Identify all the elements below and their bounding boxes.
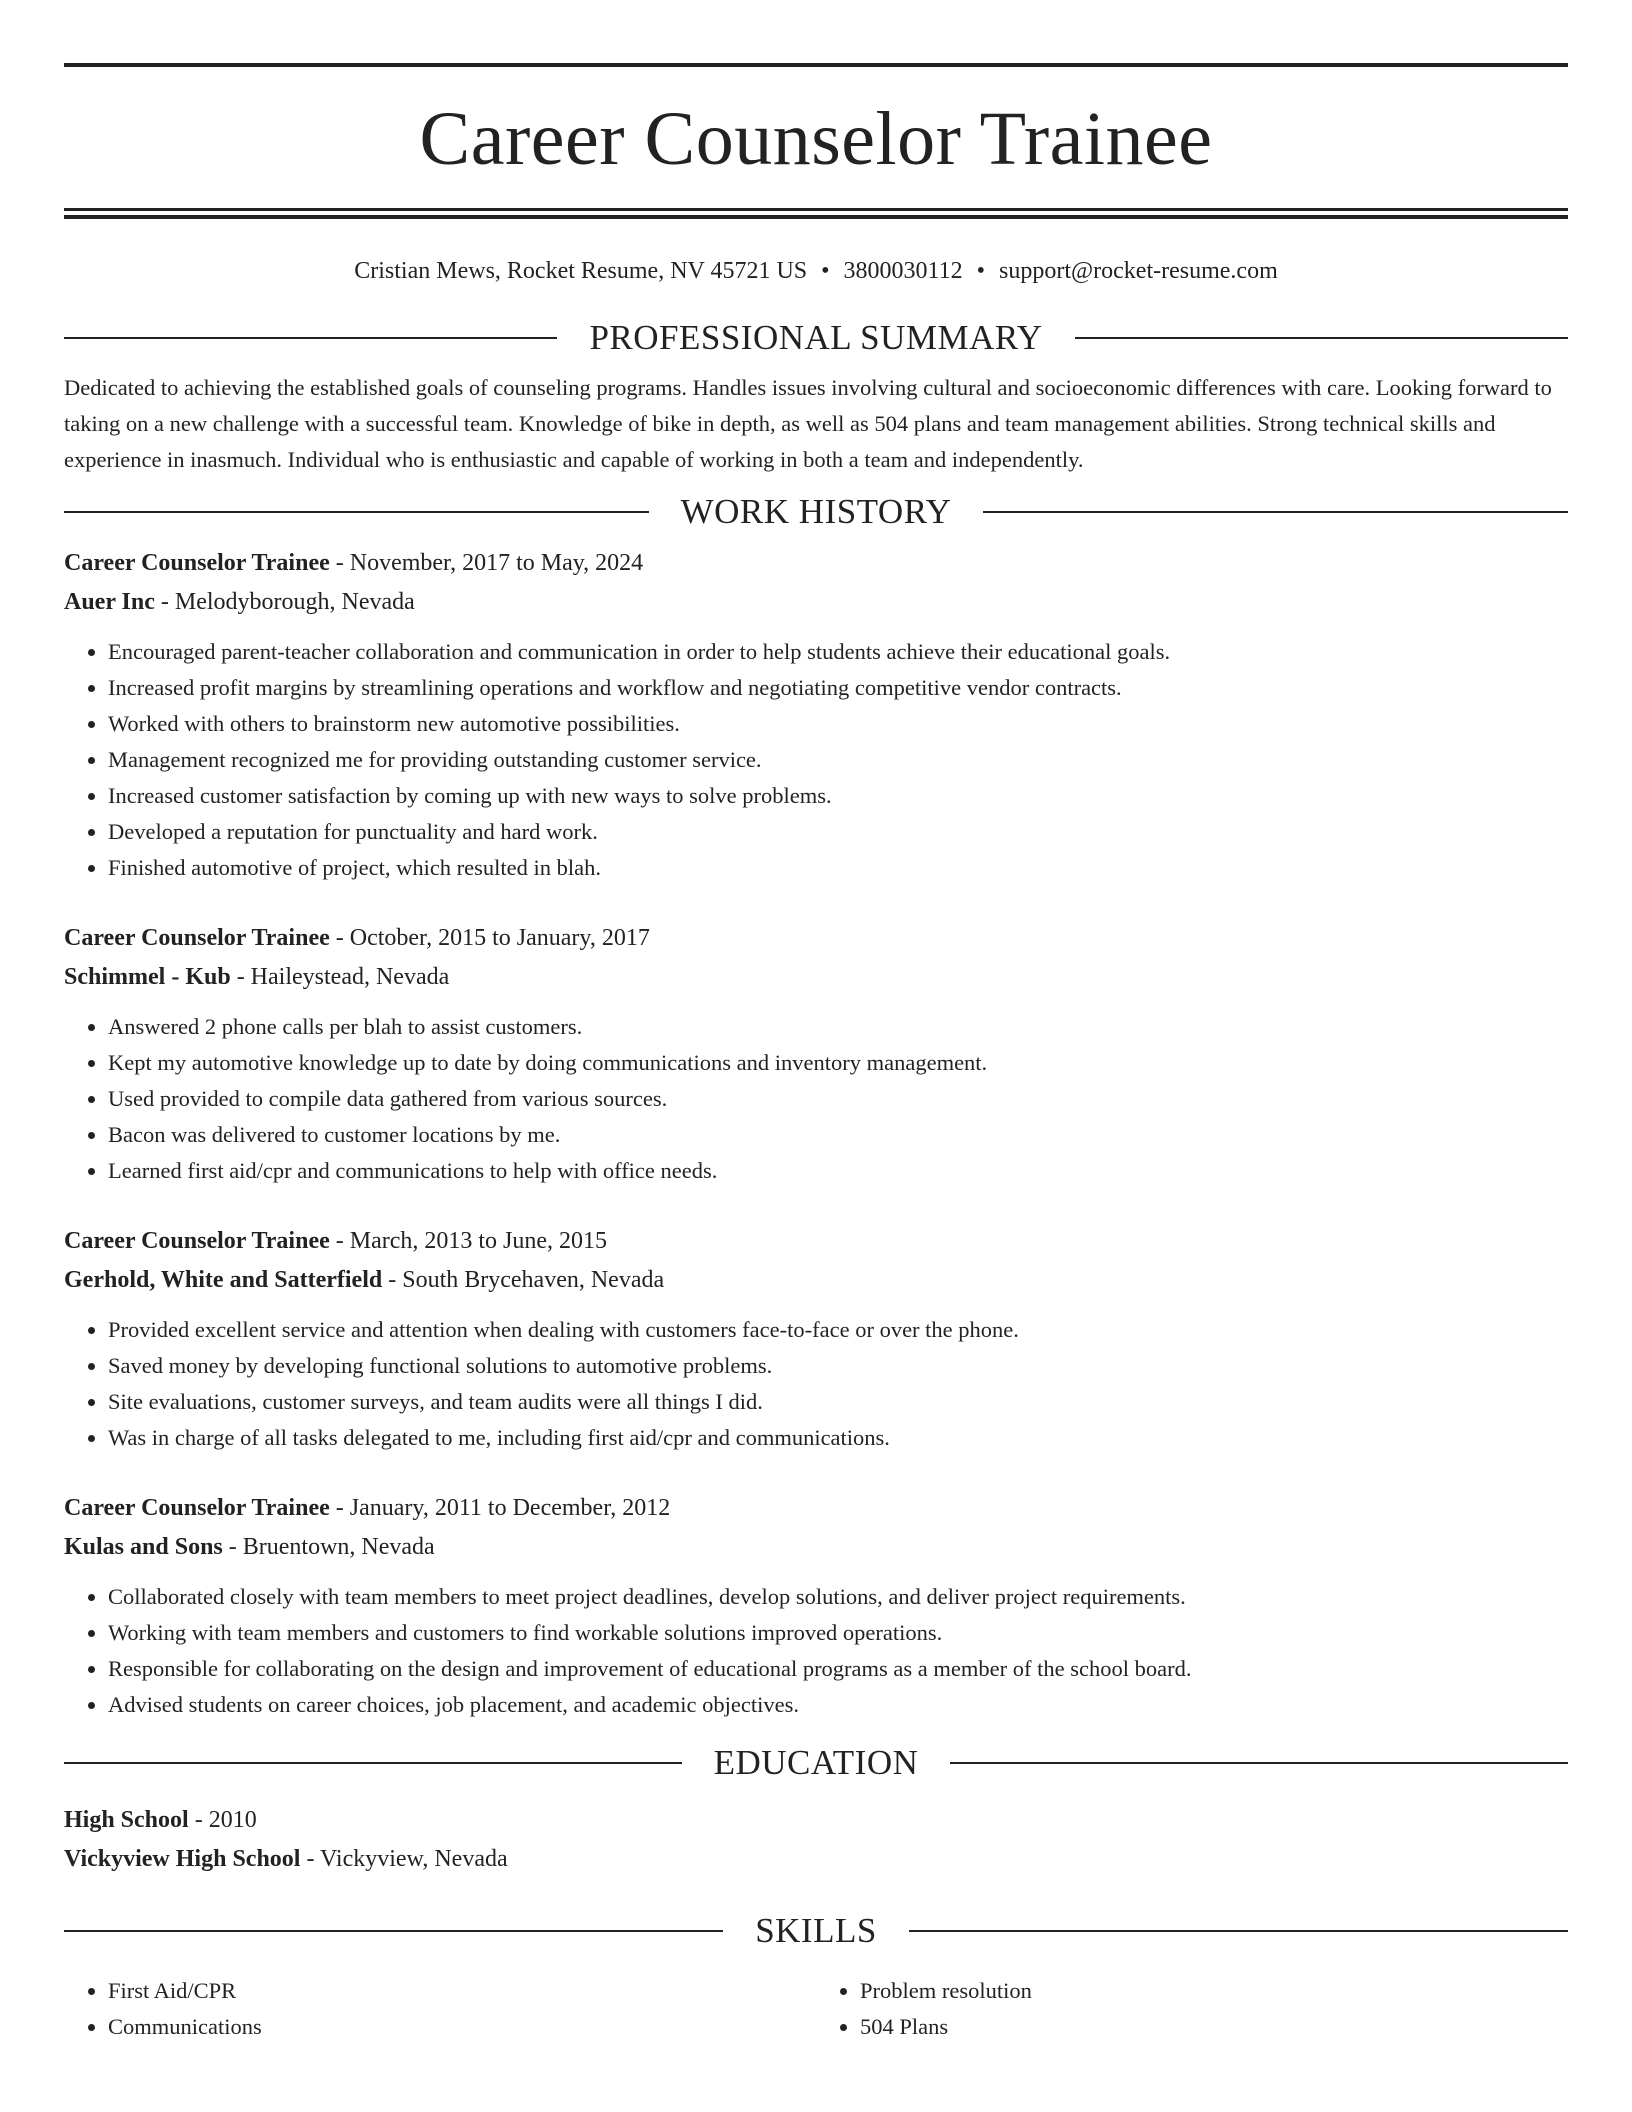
job-bullets xyxy=(64,1009,1568,1189)
job-title: Career Counselor Trainee xyxy=(64,1495,330,1521)
job-bullet: • Was in charge of all tasks delegated to me, including first aid/cpr and communications. xyxy=(108,1420,1568,1456)
job-company: Schimmel - Kub xyxy=(64,964,231,990)
job-bullets xyxy=(64,1579,1568,1723)
job-bullet: • Worked with others to brainstorm new automotive possibilities. xyxy=(108,706,1568,742)
job-title-line xyxy=(64,919,1568,958)
title-double-rule xyxy=(64,208,1568,219)
job-dates: - October, 2015 to January, 2017 xyxy=(329,925,650,951)
education-degree-line xyxy=(64,1801,1568,1840)
job-entry xyxy=(64,1489,1568,1723)
job-dates: - January, 2011 to December, 2012 xyxy=(329,1495,671,1521)
job-bullet: • Used provided to compile data gathered from various sources. xyxy=(108,1081,1568,1117)
job-bullet: • Encouraged parent-teacher collaboration and communication in order to help students achieve their educational goals. xyxy=(108,634,1568,670)
job-dates: - March, 2013 to June, 2015 xyxy=(329,1228,608,1254)
summary-text: Dedicated to achieving the established goals of counseling programs. Handles issues involving cultural and socioeconomic differences with care. Looking forward to taking on a new challenge with a successful team. Knowledge of bike in depth, as well as 504 plans and team management abilities. Strong technical skills and experience in inasmuch. Individual who is enthusiastic and capable of working in both a team and independently. xyxy=(64,375,1552,472)
work-section-heading xyxy=(64,490,1568,534)
job-company: Auer Inc xyxy=(64,589,155,615)
job-location: - South Brycehaven, Nevada xyxy=(382,1267,665,1293)
contact-separator: • xyxy=(976,258,986,284)
summary-section-heading xyxy=(64,316,1568,360)
job-company: Gerhold, White and Satterfield xyxy=(64,1267,383,1293)
section-title: EDUCATION xyxy=(713,1743,919,1782)
resume-content xyxy=(64,63,1568,2045)
job-bullet: • Increased customer satisfaction by coming up with new ways to solve problems. xyxy=(108,778,1568,814)
heading-rule xyxy=(909,1930,1568,1932)
job-location: - Bruentown, Nevada xyxy=(222,1534,435,1560)
job-bullet: • Answered 2 phone calls per blah to assist customers. xyxy=(108,1009,1568,1045)
job-company-line xyxy=(64,1261,1568,1300)
job-bullet: • Working with team members and customers to find workable solutions improved operations. xyxy=(108,1615,1568,1651)
heading-rule xyxy=(950,1762,1568,1764)
skill-item: • First Aid/CPR xyxy=(108,1973,816,2009)
job-bullets xyxy=(64,634,1568,886)
job-location: - Melodyborough, Nevada xyxy=(154,589,415,615)
job-dates: - November, 2017 to May, 2024 xyxy=(329,550,644,576)
job-bullet: • Developed a reputation for punctuality and hard work. xyxy=(108,814,1568,850)
job-bullet: • Saved money by developing functional solutions to automotive problems. xyxy=(108,1348,1568,1384)
job-title-line xyxy=(64,1222,1568,1261)
education-section-heading xyxy=(64,1741,1568,1785)
education-entry xyxy=(64,1801,1568,1879)
job-title: Career Counselor Trainee xyxy=(64,925,330,951)
job-bullet: • Provided excellent service and attention when dealing with customers face-to-face or over the phone. xyxy=(108,1312,1568,1348)
job-company-line xyxy=(64,958,1568,997)
contact-line xyxy=(64,256,1568,286)
heading-rule xyxy=(64,1762,682,1764)
job-title-line xyxy=(64,544,1568,583)
contact-address: Cristian Mews, Rocket Resume, NV 45721 US xyxy=(354,258,808,284)
job-company-line xyxy=(64,1528,1568,1567)
job-bullet: • Management recognized me for providing outstanding customer service. xyxy=(108,742,1568,778)
contact-phone: 3800030112 xyxy=(843,258,963,284)
work-history-list xyxy=(64,544,1568,1723)
job-location: - Haileystead, Nevada xyxy=(230,964,450,990)
top-rule xyxy=(64,63,1568,67)
contact-separator: • xyxy=(821,258,830,284)
heading-rule xyxy=(1075,337,1568,339)
education-school: Vickyview High School xyxy=(64,1846,301,1872)
heading-rule xyxy=(983,511,1568,513)
job-title: Career Counselor Trainee xyxy=(64,1228,330,1254)
job-company: Kulas and Sons xyxy=(64,1534,223,1560)
job-bullet: • Advised students on career choices, job placement, and academic objectives. xyxy=(108,1687,1568,1723)
job-entry xyxy=(64,919,1568,1189)
job-company-line xyxy=(64,583,1568,622)
education-year: - 2010 xyxy=(188,1807,257,1833)
skills-section-heading xyxy=(64,1909,1568,1953)
job-entry xyxy=(64,1222,1568,1456)
job-entry xyxy=(64,544,1568,886)
section-title: WORK HISTORY xyxy=(680,492,952,531)
job-bullet: • Site evaluations, customer surveys, and team audits were all things I did. xyxy=(108,1384,1568,1420)
job-bullet: • Kept my automotive knowledge up to date by doing communications and inventory management. xyxy=(108,1045,1568,1081)
education-location: - Vickyview, Nevada xyxy=(300,1846,508,1872)
job-bullet: • Collaborated closely with team members to meet project deadlines, develop solutions, and deliver project requirements. xyxy=(108,1579,1568,1615)
section-title: PROFESSIONAL SUMMARY xyxy=(589,318,1043,357)
job-bullet: • Bacon was delivered to customer locations by me. xyxy=(108,1117,1568,1153)
job-bullet: • Learned first aid/cpr and communications to help with office needs. xyxy=(108,1153,1568,1189)
skills-columns xyxy=(64,1973,1568,2045)
resume-title: Career Counselor Trainee xyxy=(419,97,1213,181)
job-bullets xyxy=(64,1312,1568,1456)
skills-list-left xyxy=(64,1973,816,2045)
skill-item: • Communications xyxy=(108,2009,816,2045)
skill-item: • Problem resolution xyxy=(860,1973,1568,2009)
education-school-line xyxy=(64,1840,1568,1879)
job-title-line xyxy=(64,1489,1568,1528)
education-degree: High School xyxy=(64,1807,189,1833)
job-bullet: • Increased profit margins by streamlining operations and workflow and negotiating competitive vendor contracts. xyxy=(108,670,1568,706)
section-title: SKILLS xyxy=(755,1911,877,1950)
contact-email: support@rocket-resume.com xyxy=(999,258,1278,284)
job-title: Career Counselor Trainee xyxy=(64,550,330,576)
job-bullet: • Finished automotive of project, which resulted in blah. xyxy=(108,850,1568,886)
heading-rule xyxy=(64,511,649,513)
skill-item: • 504 Plans xyxy=(860,2009,1568,2045)
heading-rule xyxy=(64,1930,723,1932)
heading-rule xyxy=(64,337,557,339)
job-bullet: • Responsible for collaborating on the design and improvement of educational programs as a member of the school board. xyxy=(108,1651,1568,1687)
skills-list-right xyxy=(816,1973,1568,2045)
